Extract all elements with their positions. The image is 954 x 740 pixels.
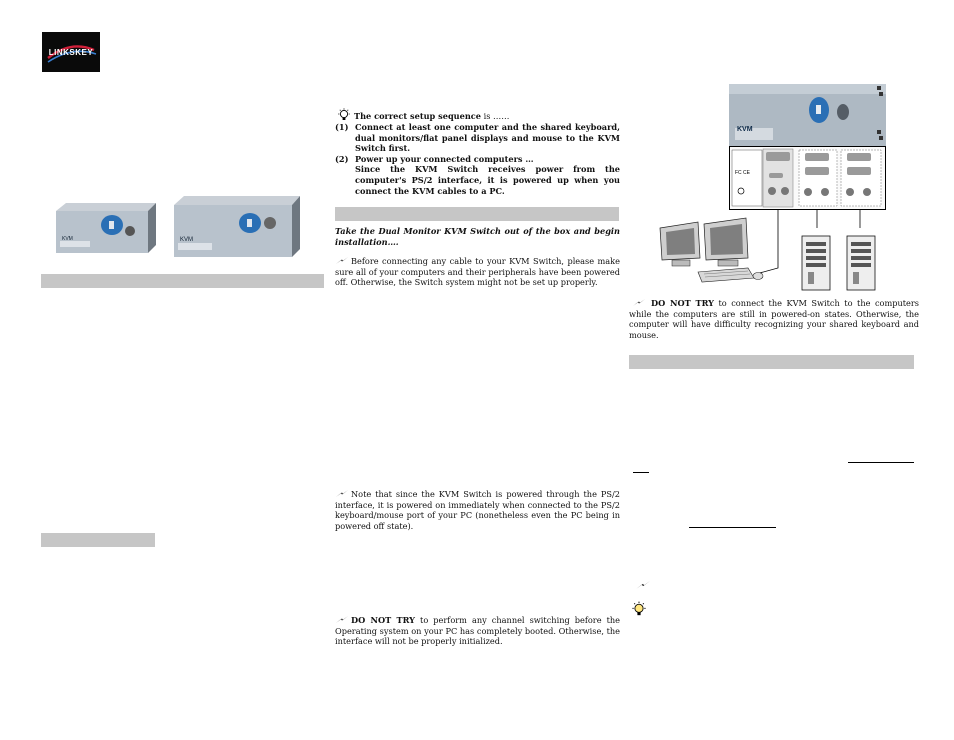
large-unit-label: KVM <box>180 237 194 243</box>
section-bar-middle <box>335 207 619 221</box>
step2-number: (2) <box>335 153 349 164</box>
section-bar-left-2 <box>41 533 155 547</box>
install-note-2-text: Note that since the KVM Switch is powered through the PS/2 interface, it is powered on immediately when connected to the PS/2 keyboard/mouse port of your PC (nonetheless even the PC being in powered off state). <box>335 489 620 531</box>
install-note-3 <box>335 615 620 647</box>
setup-heading: The correct setup sequence <box>354 111 481 121</box>
computer-tower-icon <box>802 236 830 290</box>
warning-bolt-icon <box>335 489 349 498</box>
right-note <box>629 298 919 340</box>
underline-rule <box>848 462 914 463</box>
mouse-icon <box>753 273 763 280</box>
install-intro: Take the Dual Monitor KVM Switch out of the box and begin installation…. <box>335 226 620 247</box>
right-note-bold: DO NOT TRY <box>651 298 714 308</box>
kvm-rear-panel <box>729 146 886 210</box>
svg-text:KVM: KVM <box>737 126 753 133</box>
kvm-front-panel-photo <box>729 84 886 146</box>
section-bar-left-1 <box>41 274 324 288</box>
step2-detail: Since the KVM Switch receives power from the computer's PS/2 interface, it is powered up when you connect the KVM cables to a PC. <box>355 164 620 196</box>
computer-tower-icon <box>847 236 875 290</box>
warning-bolt-icon <box>633 580 653 590</box>
install-note-1-text: Before connecting any cable to your KVM Switch, please make sure all of your computers and their peripherals have been powered off. Otherwise, the Switch system might not be set up properly. <box>335 256 620 288</box>
linkskey-logo <box>42 32 100 72</box>
svg-text:FC CE: FC CE <box>735 170 750 176</box>
right-note-text: to connect the KVM Switch to the computers while the computers are still in powered-on states. Otherwise, the computer will have difficulty recognizing your shared keyboard and mouse. <box>629 298 919 340</box>
connection-diagram <box>650 208 890 292</box>
install-note-1 <box>335 256 620 288</box>
warning-bolt-icon <box>335 256 349 265</box>
keyboard-icon <box>698 268 754 282</box>
step1-text: Connect at least one computer and the shared keyboard, dual monitors/flat panel displays and mouse to the KVM Switch first. <box>355 122 620 154</box>
logo-text: LINKSKEY <box>48 47 94 57</box>
monitor-icon <box>704 218 748 266</box>
product-photo <box>52 193 302 263</box>
setup-sequence <box>335 108 620 196</box>
setup-heading-rest: is …… <box>481 111 510 121</box>
warning-bolt-icon <box>629 298 649 307</box>
lightbulb-icon <box>337 108 351 122</box>
lightbulb-icon <box>631 601 647 617</box>
install-note-3-bold: DO NOT TRY <box>351 615 416 625</box>
step1-number: (1) <box>335 122 349 132</box>
underline-rule <box>689 527 776 528</box>
small-unit-label: KVM <box>62 236 73 242</box>
install-note-3-text: to perform any channel switching before the Operating system on your PC has completely booted. Otherwise, the interface will not be properly initialized. <box>335 615 620 647</box>
step2-text: Power up your connected computers … <box>355 153 534 164</box>
warning-bolt-icon <box>335 615 349 624</box>
install-note-2 <box>335 489 620 531</box>
section-bar-right <box>629 355 914 369</box>
monitor-icon <box>660 222 700 266</box>
underline-rule <box>633 472 649 473</box>
